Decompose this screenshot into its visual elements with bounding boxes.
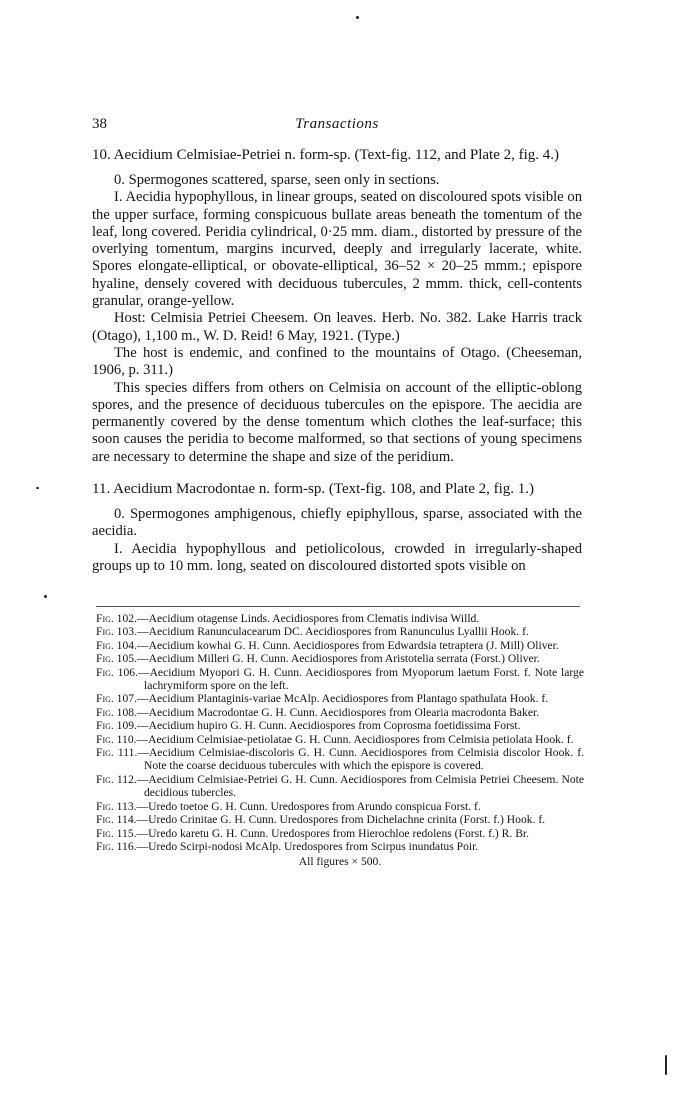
scan-speck	[665, 1055, 667, 1075]
figure-caption	[96, 733, 584, 746]
figure-caption-text: —Aecidium Milleri G. H. Cunn. Aecidiospores from Aristotelia serrata (Forst.) Oliver.	[136, 652, 540, 666]
figure-caption-text: —Uredo Scirpi-nodosi McAlp. Uredospores from Scirpus inundatus Poir.	[136, 839, 479, 853]
figure-captions	[96, 612, 584, 869]
figure-label: Fig. 115.	[96, 826, 137, 840]
main-text	[92, 146, 582, 575]
figure-caption	[96, 612, 584, 625]
figure-caption-text: —Aecidium kowhai G. H. Cunn. Aecidiospores from Edwardsia tetraptera (J. Mill) Oliver.	[136, 638, 559, 652]
figure-caption-text: —Aecidium otagense Linds. Aecidiospores from Clematis indivisa Willd.	[136, 612, 480, 625]
figure-caption	[96, 706, 584, 719]
figure-label: Fig. 112.	[96, 772, 137, 786]
figure-label: Fig. 103.	[96, 625, 137, 639]
figure-label: Fig. 102.	[96, 612, 137, 625]
figure-label: Fig. 107.	[96, 692, 137, 706]
figure-caption	[96, 773, 584, 800]
section-heading: 11. Aecidium Macrodontae n. form-sp. (Text-fig. 108, and Plate 2, fig. 1.)	[92, 481, 535, 498]
figure-caption-text: —Uredo karetu G. H. Cunn. Uredospores from Hierochloe redolens (Forst. f.) R. Br.	[136, 826, 530, 840]
paragraph: 0. Spermogones scattered, sparse, seen only in sections.	[114, 172, 440, 188]
figure-caption	[96, 800, 584, 813]
figure-caption	[96, 840, 584, 853]
paragraph: 0. Spermogones amphigenous, chiefly epiphyllous, sparse, associated with the aecidia.	[92, 506, 582, 540]
figure-caption-text: —Aecidium Celmisiae-petiolatae G. H. Cunn. Aecidiospores from Celmisia petiolata Hook. f.	[136, 732, 574, 746]
figure-label: Fig. 108.	[96, 705, 137, 719]
figure-caption	[96, 746, 584, 773]
figure-caption	[96, 719, 584, 732]
section-heading: 10. Aecidium Celmisiae-Petriei n. form-sp. (Text-fig. 112, and Plate 2, fig. 4.)	[92, 147, 560, 163]
footnote-divider	[96, 606, 580, 607]
figure-caption	[96, 827, 584, 840]
figure-caption	[96, 625, 584, 638]
figure-caption-text: —Aecidium Celmisiae-discoloris G. H. Cunn. Aecidiospores from Celmisia discolor Hook. f. Note the coarse deciduous tubercules with which the epispore is covered.	[137, 746, 584, 773]
magnification-note: All figures × 500.	[298, 855, 382, 869]
figure-caption-text: —Uredo Crinitae G. H. Cunn. Uredospores from Dichelachne crinita (Forst. f.) Hook. f.	[136, 813, 546, 827]
paragraph: This species differs from others on Celmisia on account of the elliptic-oblong spores, and the presence of deciduous tubercules on the epispore. The aecidia are permanently covered by the dense tomentum which clothes the leaf-surface; this soon causes the peridia to become malformed, so that sections of young specimens are necessary to determine the shape and size of the peridium.	[92, 379, 582, 465]
scan-speck	[36, 487, 39, 489]
figure-label: Fig. 106.	[96, 665, 138, 679]
page-number: 38	[92, 116, 107, 132]
figure-caption-text: —Aecidium hupiro G. H. Cunn. Aecidiospores from Coprosma foetidissima Forst.	[136, 719, 521, 733]
figure-label: Fig. 109.	[96, 719, 137, 733]
figure-caption-text: —Aecidium Plantaginis-variae McAlp. Aecidiospores from Plantago spathulata Hook. f.	[136, 692, 549, 706]
paragraph: I. Aecidia hypophyllous and petiolicolous, crowded in irregularly-shaped groups up to 10 mm. long, seated on discoloured distorted spots visible on	[92, 540, 582, 574]
running-title: Transactions	[295, 116, 379, 132]
figure-label: Fig. 114.	[96, 813, 137, 827]
figure-caption-text: —Aecidium Macrodontae G. H. Cunn. Aecidiospores from Olearia macrodonta Baker.	[136, 705, 540, 719]
figure-caption	[96, 639, 584, 652]
paragraph: The host is endemic, and confined to the mountains of Otago. (Cheeseman, 1906, p. 311.)	[92, 344, 582, 379]
figure-caption	[96, 692, 584, 705]
figure-label: Fig. 110.	[96, 732, 137, 746]
figure-caption-text: —Aecidium Ranunculacearum DC. Aecidiospores from Ranunculus Lyallii Hook. f.	[136, 625, 529, 639]
figure-caption-text: —Aecidium Celmisiae-Petriei G. H. Cunn. Aecidiospores from Celmisia Petriei Cheesem. Note decidious tubercles.	[136, 772, 585, 800]
figure-caption-text: —Uredo toetoe G. H. Cunn. Uredospores from Arundo conspicua Forst. f.	[136, 799, 481, 813]
figure-caption	[96, 666, 584, 693]
figure-label: Fig. 104.	[96, 638, 137, 652]
figure-label: Fig. 113.	[96, 799, 137, 813]
paragraph: I. Aecidia hypophyllous, in linear groups, seated on discoloured spots visible on the upper surface, forming conspicuous bullate areas beneath the tomentum of the leaf, long covered. Peridia cylindrical, 0·25 mm. diam., distorted by pressure of the overlying tomentum, margins incurved, deeply and irregularly lacerate, white. Spores elongate-elliptical, or obovate-elliptical, 36–52 × 20–25 mmm.; epispore hyaline, densely covered with deciduous tubercules, 2 mmm. thick, cell-contents granular, orange-yellow.	[92, 189, 582, 310]
figure-label: Fig. 105.	[96, 652, 137, 666]
scan-speck	[356, 16, 359, 19]
figure-label: Fig. 111.	[96, 746, 138, 760]
figure-label: Fig. 116.	[96, 839, 137, 853]
page-header	[92, 116, 582, 136]
figure-caption	[96, 813, 584, 826]
figure-caption	[96, 652, 584, 665]
scan-speck	[44, 595, 47, 598]
figure-caption-text: —Aecidium Myopori G. H. Cunn. Aecidiospores from Myoporum laetum Forst. f. Note large lachrymiform spore on the left.	[137, 665, 584, 693]
paragraph: Host: Celmisia Petriei Cheesem. On leaves. Herb. No. 382. Lake Harris track (Otago), 1,100 m., W. D. Reid! 6 May, 1921. (Type.)	[92, 310, 582, 344]
